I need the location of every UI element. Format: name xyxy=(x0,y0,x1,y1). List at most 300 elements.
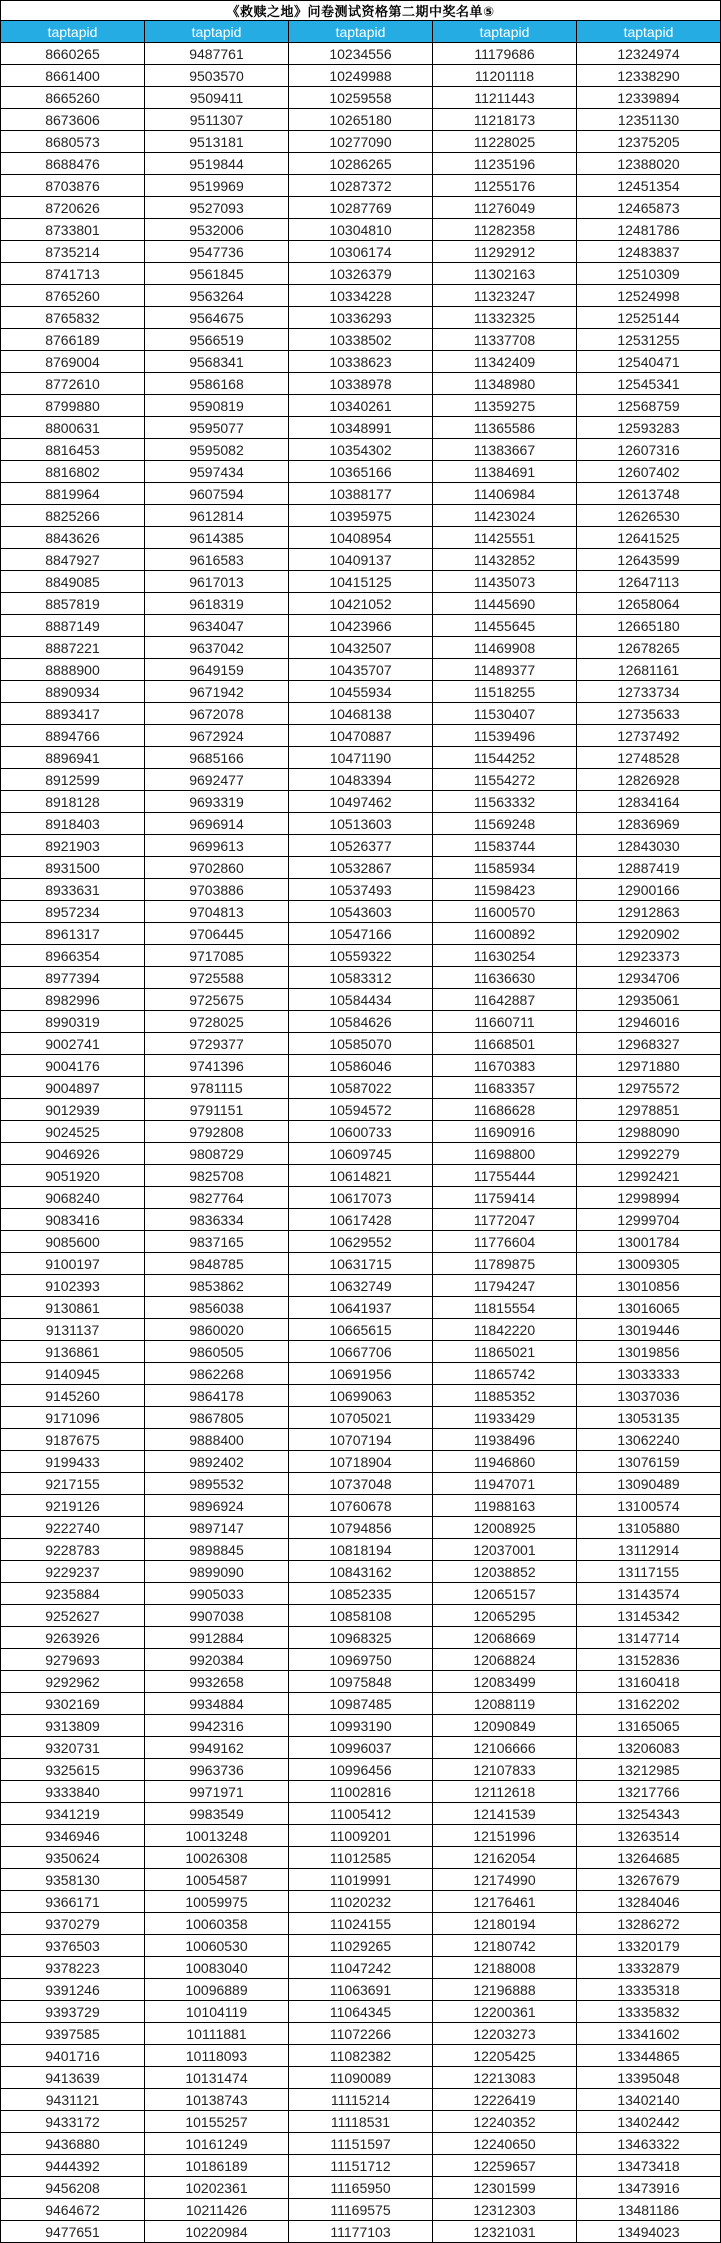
taptapid-cell: 10211426 xyxy=(145,2199,289,2221)
taptapid-cell: 9527093 xyxy=(145,197,289,219)
table-row xyxy=(1,1253,721,1275)
taptapid-cell: 11539496 xyxy=(433,725,577,747)
taptapid-cell: 9860020 xyxy=(145,1319,289,1341)
table-row xyxy=(1,1363,721,1385)
taptapid-cell: 9934884 xyxy=(145,1693,289,1715)
taptapid-cell: 11169575 xyxy=(289,2199,433,2221)
taptapid-cell: 10388177 xyxy=(289,483,433,505)
taptapid-cell: 9532006 xyxy=(145,219,289,241)
column-header-taptapid: taptapid xyxy=(1,21,145,43)
taptapid-cell: 8765260 xyxy=(1,285,145,307)
taptapid-cell: 9100197 xyxy=(1,1253,145,1275)
taptapid-cell: 13105880 xyxy=(577,1517,721,1539)
taptapid-cell: 13395048 xyxy=(577,2067,721,2089)
table-row xyxy=(1,2199,721,2221)
table-row xyxy=(1,1847,721,1869)
table-row xyxy=(1,549,721,571)
taptapid-cell: 11630254 xyxy=(433,945,577,967)
taptapid-cell: 9618319 xyxy=(145,593,289,615)
taptapid-cell: 13264685 xyxy=(577,1847,721,1869)
taptapid-cell: 9856038 xyxy=(145,1297,289,1319)
taptapid-cell: 9741396 xyxy=(145,1055,289,1077)
taptapid-cell: 9547736 xyxy=(145,241,289,263)
table-row xyxy=(1,1275,721,1297)
taptapid-cell: 9350624 xyxy=(1,1847,145,1869)
taptapid-cell: 12200361 xyxy=(433,2001,577,2023)
taptapid-cell: 9792808 xyxy=(145,1121,289,1143)
taptapid-cell: 10631715 xyxy=(289,1253,433,1275)
taptapid-cell: 9393729 xyxy=(1,2001,145,2023)
taptapid-cell: 8857819 xyxy=(1,593,145,615)
taptapid-cell: 12593283 xyxy=(577,417,721,439)
taptapid-cell: 12162054 xyxy=(433,1847,577,1869)
taptapid-cell: 12975572 xyxy=(577,1077,721,1099)
taptapid-cell: 8990319 xyxy=(1,1011,145,1033)
table-row xyxy=(1,461,721,483)
taptapid-cell: 13076159 xyxy=(577,1451,721,1473)
taptapid-cell: 9692477 xyxy=(145,769,289,791)
taptapid-cell: 8961317 xyxy=(1,923,145,945)
column-header-taptapid: taptapid xyxy=(433,21,577,43)
taptapid-cell: 10617073 xyxy=(289,1187,433,1209)
taptapid-cell: 9391246 xyxy=(1,1979,145,2001)
table-row xyxy=(1,197,721,219)
table-row xyxy=(1,2001,721,2023)
taptapid-cell: 9672078 xyxy=(145,703,289,725)
taptapid-cell: 9366171 xyxy=(1,1891,145,1913)
taptapid-cell: 12321031 xyxy=(433,2221,577,2243)
taptapid-cell: 11946860 xyxy=(433,1451,577,1473)
taptapid-cell: 12107833 xyxy=(433,1759,577,1781)
table-row xyxy=(1,923,721,945)
taptapid-cell: 9725588 xyxy=(145,967,289,989)
table-row xyxy=(1,659,721,681)
taptapid-cell: 9140945 xyxy=(1,1363,145,1385)
taptapid-cell: 13335832 xyxy=(577,2001,721,2023)
table-row xyxy=(1,989,721,1011)
table-row xyxy=(1,1715,721,1737)
taptapid-cell: 10338502 xyxy=(289,329,433,351)
taptapid-cell: 11072266 xyxy=(289,2023,433,2045)
table-row xyxy=(1,131,721,153)
taptapid-cell: 9136861 xyxy=(1,1341,145,1363)
taptapid-cell: 9378223 xyxy=(1,1957,145,1979)
taptapid-cell: 9561845 xyxy=(145,263,289,285)
taptapid-cell: 13217766 xyxy=(577,1781,721,1803)
taptapid-cell: 10304810 xyxy=(289,219,433,241)
taptapid-cell: 10794856 xyxy=(289,1517,433,1539)
taptapid-cell: 9358130 xyxy=(1,1869,145,1891)
taptapid-cell: 9292962 xyxy=(1,1671,145,1693)
taptapid-cell: 9376503 xyxy=(1,1935,145,1957)
taptapid-cell: 11683357 xyxy=(433,1077,577,1099)
table-row xyxy=(1,967,721,989)
taptapid-cell: 13016065 xyxy=(577,1297,721,1319)
taptapid-cell: 12681161 xyxy=(577,659,721,681)
taptapid-cell: 10858108 xyxy=(289,1605,433,1627)
table-row xyxy=(1,813,721,835)
taptapid-cell: 9791151 xyxy=(145,1099,289,1121)
taptapid-cell: 11636630 xyxy=(433,967,577,989)
table-row xyxy=(1,593,721,615)
taptapid-cell: 11569248 xyxy=(433,813,577,835)
taptapid-cell: 12626530 xyxy=(577,505,721,527)
table-row xyxy=(1,175,721,197)
taptapid-cell: 10083040 xyxy=(145,1957,289,1979)
taptapid-cell: 9413639 xyxy=(1,2067,145,2089)
taptapid-cell: 12037001 xyxy=(433,1539,577,1561)
table-row xyxy=(1,1209,721,1231)
taptapid-cell: 11255176 xyxy=(433,175,577,197)
taptapid-cell: 9313809 xyxy=(1,1715,145,1737)
taptapid-cell: 8894766 xyxy=(1,725,145,747)
taptapid-cell: 13062240 xyxy=(577,1429,721,1451)
taptapid-cell: 9837165 xyxy=(145,1231,289,1253)
taptapid-cell: 11988163 xyxy=(433,1495,577,1517)
taptapid-cell: 11063691 xyxy=(289,1979,433,2001)
taptapid-cell: 11642887 xyxy=(433,989,577,1011)
taptapid-cell: 9932658 xyxy=(145,1671,289,1693)
taptapid-cell: 8912599 xyxy=(1,769,145,791)
taptapid-cell: 10423966 xyxy=(289,615,433,637)
taptapid-cell: 10265180 xyxy=(289,109,433,131)
taptapid-cell: 13494023 xyxy=(577,2221,721,2243)
taptapid-cell: 9568341 xyxy=(145,351,289,373)
taptapid-cell: 9867805 xyxy=(145,1407,289,1429)
taptapid-cell: 9102393 xyxy=(1,1275,145,1297)
table-row xyxy=(1,1825,721,1847)
table-row xyxy=(1,153,721,175)
table-row xyxy=(1,1099,721,1121)
table-row xyxy=(1,1407,721,1429)
taptapid-cell: 13019446 xyxy=(577,1319,721,1341)
taptapid-cell: 11469908 xyxy=(433,637,577,659)
taptapid-cell: 13009305 xyxy=(577,1253,721,1275)
taptapid-cell: 12088119 xyxy=(433,1693,577,1715)
table-row xyxy=(1,1913,721,1935)
taptapid-cell: 11445690 xyxy=(433,593,577,615)
taptapid-cell: 12836969 xyxy=(577,813,721,835)
taptapid-cell: 8887149 xyxy=(1,615,145,637)
taptapid-cell: 9004176 xyxy=(1,1055,145,1077)
taptapid-cell: 13145342 xyxy=(577,1605,721,1627)
taptapid-cell: 12935061 xyxy=(577,989,721,1011)
taptapid-cell: 9963736 xyxy=(145,1759,289,1781)
taptapid-cell: 11598423 xyxy=(433,879,577,901)
taptapid-cell: 10186189 xyxy=(145,2155,289,2177)
taptapid-cell: 12351130 xyxy=(577,109,721,131)
taptapid-cell: 9704813 xyxy=(145,901,289,923)
taptapid-cell: 9634047 xyxy=(145,615,289,637)
taptapid-cell: 10632749 xyxy=(289,1275,433,1297)
taptapid-cell: 11425551 xyxy=(433,527,577,549)
taptapid-cell: 12226419 xyxy=(433,2089,577,2111)
table-row xyxy=(1,1539,721,1561)
table-row xyxy=(1,483,721,505)
taptapid-cell: 9699613 xyxy=(145,835,289,857)
taptapid-cell: 13112914 xyxy=(577,1539,721,1561)
taptapid-cell: 12324974 xyxy=(577,43,721,65)
taptapid-cell: 13152836 xyxy=(577,1649,721,1671)
taptapid-cell: 9444392 xyxy=(1,2155,145,2177)
table-row xyxy=(1,439,721,461)
taptapid-cell: 12174990 xyxy=(433,1869,577,1891)
table-row xyxy=(1,43,721,65)
table-row xyxy=(1,65,721,87)
taptapid-cell: 12887419 xyxy=(577,857,721,879)
taptapid-cell: 10471190 xyxy=(289,747,433,769)
taptapid-cell: 9503570 xyxy=(145,65,289,87)
column-header-taptapid: taptapid xyxy=(577,21,721,43)
taptapid-cell: 10435707 xyxy=(289,659,433,681)
taptapid-cell: 10348991 xyxy=(289,417,433,439)
taptapid-cell: 11600570 xyxy=(433,901,577,923)
taptapid-cell: 10968325 xyxy=(289,1627,433,1649)
taptapid-cell: 8966354 xyxy=(1,945,145,967)
table-row xyxy=(1,417,721,439)
taptapid-cell: 12451354 xyxy=(577,175,721,197)
taptapid-cell: 10054587 xyxy=(145,1869,289,1891)
taptapid-cell: 8887221 xyxy=(1,637,145,659)
taptapid-cell: 10202361 xyxy=(145,2177,289,2199)
taptapid-cell: 12992421 xyxy=(577,1165,721,1187)
taptapid-cell: 10600733 xyxy=(289,1121,433,1143)
taptapid-cell: 10585070 xyxy=(289,1033,433,1055)
taptapid-cell: 10718904 xyxy=(289,1451,433,1473)
taptapid-cell: 9703886 xyxy=(145,879,289,901)
taptapid-cell: 9616583 xyxy=(145,549,289,571)
table-row xyxy=(1,1869,721,1891)
taptapid-cell: 8665260 xyxy=(1,87,145,109)
taptapid-cell: 10234556 xyxy=(289,43,433,65)
table-row xyxy=(1,373,721,395)
taptapid-cell: 12065157 xyxy=(433,1583,577,1605)
taptapid-cell: 13481186 xyxy=(577,2199,721,2221)
taptapid-cell: 10641937 xyxy=(289,1297,433,1319)
taptapid-cell: 13019856 xyxy=(577,1341,721,1363)
taptapid-cell: 9892402 xyxy=(145,1451,289,1473)
taptapid-cell: 10060530 xyxy=(145,1935,289,1957)
table-row xyxy=(1,2067,721,2089)
taptapid-cell: 9433172 xyxy=(1,2111,145,2133)
taptapid-cell: 9131137 xyxy=(1,1319,145,1341)
table-row xyxy=(1,1605,721,1627)
taptapid-cell: 11020232 xyxy=(289,1891,433,1913)
taptapid-cell: 13284046 xyxy=(577,1891,721,1913)
taptapid-cell: 11118531 xyxy=(289,2111,433,2133)
taptapid-cell: 11365586 xyxy=(433,417,577,439)
taptapid-cell: 8847927 xyxy=(1,549,145,571)
taptapid-cell: 12141539 xyxy=(433,1803,577,1825)
taptapid-cell: 11865021 xyxy=(433,1341,577,1363)
taptapid-cell: 13033333 xyxy=(577,1363,721,1385)
taptapid-cell: 13162202 xyxy=(577,1693,721,1715)
taptapid-cell: 8680573 xyxy=(1,131,145,153)
taptapid-cell: 11842220 xyxy=(433,1319,577,1341)
taptapid-cell: 10559322 xyxy=(289,945,433,967)
taptapid-cell: 8816802 xyxy=(1,461,145,483)
taptapid-cell: 8673606 xyxy=(1,109,145,131)
taptapid-cell: 11947071 xyxy=(433,1473,577,1495)
taptapid-cell: 12180742 xyxy=(433,1935,577,1957)
taptapid-cell: 10421052 xyxy=(289,593,433,615)
taptapid-cell: 8661400 xyxy=(1,65,145,87)
taptapid-cell: 13206083 xyxy=(577,1737,721,1759)
taptapid-cell: 9614385 xyxy=(145,527,289,549)
taptapid-cell: 9597434 xyxy=(145,461,289,483)
taptapid-cell: 10340261 xyxy=(289,395,433,417)
taptapid-cell: 11933429 xyxy=(433,1407,577,1429)
taptapid-cell: 9333840 xyxy=(1,1781,145,1803)
taptapid-cell: 10354302 xyxy=(289,439,433,461)
taptapid-cell: 9983549 xyxy=(145,1803,289,1825)
taptapid-cell: 12737492 xyxy=(577,725,721,747)
taptapid-cell: 12988090 xyxy=(577,1121,721,1143)
taptapid-cell: 11668501 xyxy=(433,1033,577,1055)
title-row xyxy=(1,1,721,21)
taptapid-cell: 12978851 xyxy=(577,1099,721,1121)
taptapid-cell: 13332879 xyxy=(577,1957,721,1979)
taptapid-cell: 12678265 xyxy=(577,637,721,659)
taptapid-cell: 9888400 xyxy=(145,1429,289,1451)
taptapid-cell: 12613748 xyxy=(577,483,721,505)
table-row xyxy=(1,769,721,791)
taptapid-cell: 10013248 xyxy=(145,1825,289,1847)
taptapid-cell: 12748528 xyxy=(577,747,721,769)
taptapid-cell: 10987485 xyxy=(289,1693,433,1715)
table-row xyxy=(1,1781,721,1803)
taptapid-cell: 11002816 xyxy=(289,1781,433,1803)
taptapid-cell: 12643599 xyxy=(577,549,721,571)
taptapid-cell: 10409137 xyxy=(289,549,433,571)
taptapid-cell: 10111881 xyxy=(145,2023,289,2045)
table-row xyxy=(1,2045,721,2067)
table-row xyxy=(1,527,721,549)
table-row xyxy=(1,1649,721,1671)
taptapid-cell: 9586168 xyxy=(145,373,289,395)
taptapid-cell: 12176461 xyxy=(433,1891,577,1913)
taptapid-cell: 12968327 xyxy=(577,1033,721,1055)
taptapid-cell: 10587022 xyxy=(289,1077,433,1099)
taptapid-cell: 9637042 xyxy=(145,637,289,659)
taptapid-cell: 12647113 xyxy=(577,571,721,593)
taptapid-cell: 10155257 xyxy=(145,2111,289,2133)
table-row xyxy=(1,1011,721,1033)
taptapid-cell: 12524998 xyxy=(577,285,721,307)
taptapid-cell: 9564675 xyxy=(145,307,289,329)
taptapid-cell: 11698800 xyxy=(433,1143,577,1165)
taptapid-cell: 12038852 xyxy=(433,1561,577,1583)
taptapid-cell: 12934706 xyxy=(577,967,721,989)
taptapid-cell: 9302169 xyxy=(1,1693,145,1715)
taptapid-cell: 11211443 xyxy=(433,87,577,109)
taptapid-cell: 9024525 xyxy=(1,1121,145,1143)
taptapid-cell: 10699063 xyxy=(289,1385,433,1407)
taptapid-cell: 11530407 xyxy=(433,703,577,725)
taptapid-cell: 12531255 xyxy=(577,329,721,351)
taptapid-cell: 9431121 xyxy=(1,2089,145,2111)
table-row xyxy=(1,1561,721,1583)
taptapid-cell: 11772047 xyxy=(433,1209,577,1231)
taptapid-cell: 12203273 xyxy=(433,2023,577,2045)
table-row xyxy=(1,1957,721,1979)
taptapid-cell: 9487761 xyxy=(145,43,289,65)
taptapid-cell: 10277090 xyxy=(289,131,433,153)
taptapid-cell: 9949162 xyxy=(145,1737,289,1759)
taptapid-cell: 12388020 xyxy=(577,153,721,175)
taptapid-cell: 10161249 xyxy=(145,2133,289,2155)
taptapid-cell: 12834164 xyxy=(577,791,721,813)
taptapid-cell: 9912884 xyxy=(145,1627,289,1649)
header-row xyxy=(1,21,721,43)
taptapid-cell: 12481786 xyxy=(577,219,721,241)
taptapid-cell: 8933631 xyxy=(1,879,145,901)
taptapid-cell: 9130861 xyxy=(1,1297,145,1319)
taptapid-cell: 11544252 xyxy=(433,747,577,769)
taptapid-cell: 9685166 xyxy=(145,747,289,769)
taptapid-cell: 12068669 xyxy=(433,1627,577,1649)
taptapid-cell: 12240650 xyxy=(433,2133,577,2155)
taptapid-cell: 12375205 xyxy=(577,131,721,153)
taptapid-cell: 9046926 xyxy=(1,1143,145,1165)
taptapid-cell: 9725675 xyxy=(145,989,289,1011)
taptapid-cell: 9617013 xyxy=(145,571,289,593)
taptapid-cell: 12196888 xyxy=(433,1979,577,2001)
taptapid-cell: 11759414 xyxy=(433,1187,577,1209)
table-row xyxy=(1,1979,721,2001)
taptapid-cell: 8888900 xyxy=(1,659,145,681)
taptapid-cell: 8957234 xyxy=(1,901,145,923)
taptapid-cell: 10996456 xyxy=(289,1759,433,1781)
table-row xyxy=(1,637,721,659)
taptapid-cell: 10614821 xyxy=(289,1165,433,1187)
table-row xyxy=(1,2111,721,2133)
taptapid-cell: 12920902 xyxy=(577,923,721,945)
taptapid-cell: 11563332 xyxy=(433,791,577,813)
taptapid-cell: 11115214 xyxy=(289,2089,433,2111)
taptapid-cell: 9706445 xyxy=(145,923,289,945)
table-row xyxy=(1,1627,721,1649)
table-row xyxy=(1,1033,721,1055)
taptapid-cell: 12826928 xyxy=(577,769,721,791)
taptapid-cell: 10286265 xyxy=(289,153,433,175)
page-title: 《救赎之地》问卷测试资格第二期中奖名单⑤ xyxy=(1,1,721,21)
taptapid-cell: 9825708 xyxy=(145,1165,289,1187)
taptapid-cell: 11432852 xyxy=(433,549,577,571)
taptapid-cell: 12540471 xyxy=(577,351,721,373)
taptapid-cell: 9397585 xyxy=(1,2023,145,2045)
taptapid-cell: 9068240 xyxy=(1,1187,145,1209)
column-header-taptapid: taptapid xyxy=(145,21,289,43)
taptapid-cell: 12900166 xyxy=(577,879,721,901)
taptapid-cell: 9511307 xyxy=(145,109,289,131)
taptapid-cell: 13090489 xyxy=(577,1473,721,1495)
taptapid-cell: 10326379 xyxy=(289,263,433,285)
taptapid-cell: 9235884 xyxy=(1,1583,145,1605)
taptapid-cell: 12301599 xyxy=(433,2177,577,2199)
taptapid-cell: 9145260 xyxy=(1,1385,145,1407)
taptapid-cell: 9252627 xyxy=(1,1605,145,1627)
taptapid-cell: 9464672 xyxy=(1,2199,145,2221)
taptapid-cell: 13341602 xyxy=(577,2023,721,2045)
taptapid-cell: 13165065 xyxy=(577,1715,721,1737)
taptapid-cell: 12510309 xyxy=(577,263,721,285)
table-row xyxy=(1,1671,721,1693)
table-row xyxy=(1,681,721,703)
taptapid-cell: 11029265 xyxy=(289,1935,433,1957)
taptapid-cell: 9222740 xyxy=(1,1517,145,1539)
taptapid-cell: 8825266 xyxy=(1,505,145,527)
